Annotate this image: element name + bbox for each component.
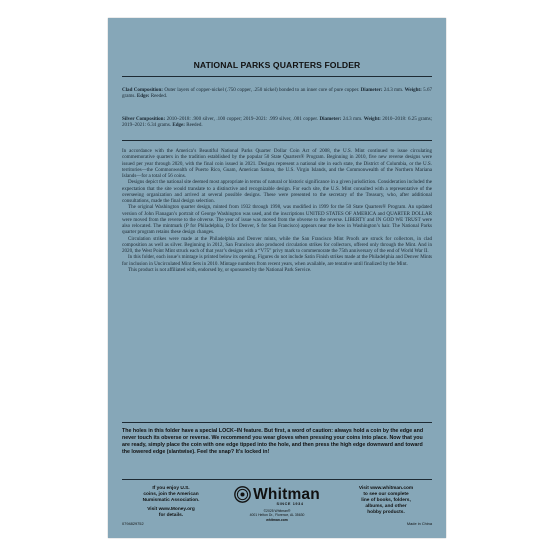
paragraph: Circulation strikes were made at the Philadelphia and Denver mints, while the San Francisco Mint Proofs are struck for collectors, in clad composition as well as silver. Beginning in 2012, San Francisco also produced circulation strikes for collectors, offered only through the Mint. And in 2020, the West Point Mint struck each of that year’s designs with a “V75” privy mark to commemorate the 75th anniversary of the end of World War II. (122, 235, 432, 254)
clad-weight-label: Weight: (404, 87, 422, 93)
clad-weight: 5.67 grams. (122, 87, 432, 100)
spec-divider (122, 140, 432, 141)
ana-line: Visit www.Money.org (147, 507, 195, 513)
clad-label: Clad Composition: (122, 87, 163, 93)
silver-edge: Reeded. (184, 122, 203, 129)
history-text (122, 148, 432, 273)
brand-name: Whitman (253, 485, 320, 503)
made-in-label: Made in China (406, 521, 432, 526)
paragraph: In this folder, each issue’s mintage is printed below its opening. Figures do not include Satin Finish strikes made at the Philadelphia and Denver Mints for inclusion in Uncirculated Mint Sets in 2010. Mintage numbers from recent years, when available, are tentative until finalized by the Mint. (122, 254, 432, 267)
lock-in-caution (122, 428, 432, 456)
address-line: 4001 Helton Dr., Florence, AL 35630 (249, 513, 305, 518)
website-line: whitman.com (266, 517, 288, 522)
caution-divider (122, 422, 432, 423)
ana-line: coins, join the American (143, 492, 199, 498)
whitman-promo (348, 486, 424, 516)
paragraph: Designs depict the national site deemed most appropriate in terms of natural or historic significance in a given jurisdiction. Consideration included the expectation that the site would translate to a distinctive and recognizable design. For each site, the U.S. Mint consulted with a representative of the overseeing organization and arrived at several possible designs. These were presented to the secretary of the Treasury, who, after additional consultations, made the final design selection. (122, 179, 432, 204)
silver-spec (122, 116, 432, 129)
top-divider (122, 76, 432, 77)
promo-line: albums, and other (365, 504, 407, 510)
silver-weight: 2010–2018: 6.25 grams; 2019–2021: 6.34 grams. (122, 116, 433, 129)
silver-diameter: 24.3 mm. (341, 116, 364, 122)
promo-line: hobby products. (367, 510, 405, 516)
trademark-line: ©2025 Whitman® (263, 509, 291, 513)
page-title: NATIONAL PARKS QUARTERS FOLDER (193, 60, 361, 70)
product-code: 0794829752 (122, 521, 144, 526)
since-line: SINCE 1934 (276, 502, 304, 506)
whitman-logo-block (220, 486, 334, 522)
caution-text: The holes in this folder have a special LOCK–IN feature. But first, a word of caution: always hold a coin by the edge and never touch its obverse or reverse. We recommend you wear gloves when pressing your coins into place. Now that you are ready, simply place the coin with one edge tipped into the hole, and then press the high edge downward and toward the lowered edge (slantwise). Feel the snap? It’s locked in! (122, 428, 424, 455)
ana-promo (138, 486, 204, 519)
promo-line: to see our complete (363, 492, 409, 498)
ana-line: Numismatic Association. (142, 498, 200, 504)
ana-line: for details. (158, 513, 184, 519)
clad-text: Outer layers of copper-nickel (.750 copper, .250 nickel) bonded to an inner core of pure copper. (162, 87, 361, 93)
clad-diameter: 24.3 mm. (382, 87, 405, 93)
paragraph: The original Washington quarter design, minted from 1932 through 1998, was modified in 1999 for the 50 State Quarters® Program. An updated version of John Flanagan’s portrait of George Washington was used, and the inscriptions UNITED STATES OF AMERICA and QUARTER DOLLAR were moved from the reverse to the obverse. The year of issue was moved from the obverse to the reverse. LIBERTY and IN GOD WE TRUST were also relocated. The mintmark (P for Philadelphia, D for Denver, S for San Francisco) appears near the bow in Washington’s hair. The National Parks quarter program retains these design changes. (122, 204, 432, 236)
silver-weight-label: Weight: (363, 116, 381, 122)
whitman-coin-logo-icon (234, 486, 251, 503)
silver-text: 2010–2018: .900 silver, .100 copper; 2019–2021: .999 silver, .001 copper. (165, 116, 320, 122)
ana-line: If you enjoy U.S. (152, 486, 190, 491)
silver-diameter-label: Diameter: (319, 116, 342, 122)
silver-edge-label: Edge: (172, 122, 185, 129)
silver-label: Silver Composition: (122, 116, 166, 122)
clad-edge-label: Edge: (136, 93, 150, 100)
paragraph: This product is not affiliated with, endorsed by, or sponsored by the National Park Service. (128, 266, 312, 273)
folder-back-panel (108, 18, 446, 538)
clad-edge: Reeded. (149, 93, 168, 100)
promo-line: Visit www.whitman.com (358, 486, 414, 491)
footer (108, 486, 446, 538)
footer-divider (122, 479, 432, 480)
promo-line: line of books, folders, (361, 498, 411, 504)
clad-diameter-label: Diameter: (360, 87, 383, 93)
clad-spec (122, 87, 432, 100)
paragraph: In accordance with the America’s Beautiful National Parks Quarter Dollar Coin Act of 2008, the U.S. Mint continued to issue circulating commemorative quarters in the tradition established by the popular 50 State Quarters® Program. Beginning in 2010, five new reverse designs were issued per year through 2020, with the final coin issued in 2021. Designs represent a national site in each state, the District of Columbia, or the U.S. territories—the Commonwealth of Puerto Rico, Guam, American Samoa, the U.S. Virgin Islands, and the Commonwealth of the Northern Mariana Islands—for a total of 56 coins. (122, 148, 432, 179)
